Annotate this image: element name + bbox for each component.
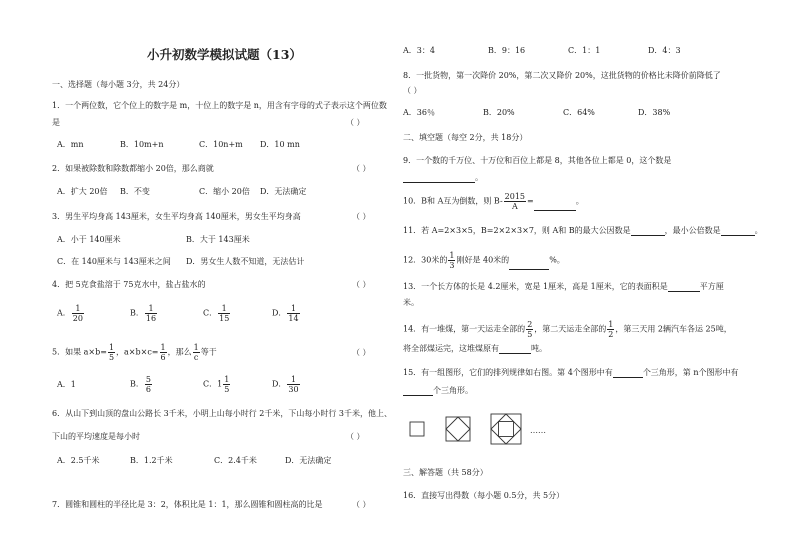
q5-fraction-1 — [108, 343, 115, 362]
q5-option-b[interactable] — [130, 375, 153, 394]
q12-text — [403, 251, 565, 270]
q9-text: 9．一个数的千万位、十万位和百位上都是 8，其他各位上都是 0，这个数是 — [403, 156, 672, 165]
fraction-numerator: 1 — [72, 304, 84, 314]
q7-option-d[interactable]: D．4：3 — [648, 46, 681, 55]
q8-text: 8．一批货物，第一次降价 20%，第二次又降价 20%，这批货物的价格比未降价前降低了 — [403, 71, 721, 80]
fraction-denominator: 20 — [72, 314, 83, 323]
q15-blank-1[interactable] — [613, 368, 643, 378]
q3-option-d[interactable]: D．男女生人数不知道，无法估计 — [186, 257, 305, 266]
q11-gcd-blank[interactable] — [631, 226, 665, 236]
q14-text-2 — [403, 344, 547, 354]
fraction-numerator: 5 — [145, 375, 151, 384]
q3-option-a[interactable]: A．小于 140厘米 — [57, 235, 121, 244]
q15-text-end: 个三角形。 — [433, 386, 473, 395]
q5-text-part-1: 5．如果 a×b= — [52, 347, 107, 357]
q1-option-c[interactable]: C．10n+m — [199, 140, 243, 149]
q10-text-part-2: = — [527, 196, 534, 206]
q12-answer-blank[interactable] — [509, 260, 549, 270]
figure-1-square — [410, 422, 424, 436]
q4-option-c-fraction — [218, 304, 230, 323]
q13-text-2: 米。 — [403, 298, 419, 307]
q15-text — [403, 368, 739, 378]
q13-answer-blank[interactable] — [668, 282, 700, 292]
q9-answer-blank[interactable] — [403, 173, 475, 183]
fraction-numerator: 1 — [193, 343, 199, 352]
fraction-denominator: A — [511, 202, 518, 211]
fraction-denominator: 5 — [108, 353, 115, 362]
q14-answer-blank[interactable] — [499, 344, 531, 354]
q6-option-d[interactable]: D．无法确定 — [285, 456, 332, 465]
q2-option-a[interactable]: A．扩大 20倍 — [57, 187, 108, 196]
fraction-numerator: 2 — [527, 320, 533, 329]
q5-option-c-label: C．1 — [203, 379, 223, 389]
q4-text: 4．把 5克食盐溶于 75克水中，盐占盐水的 — [52, 280, 206, 289]
page-title: 小升初数学模拟试题（13） — [147, 47, 302, 62]
fraction-numerator: 1 — [449, 251, 455, 260]
q4-option-a-fraction — [72, 304, 84, 323]
q4-option-b[interactable] — [130, 304, 158, 323]
q8-option-c[interactable]: C．64% — [563, 108, 595, 117]
q10-fraction — [504, 192, 526, 211]
q13-text-end: 平方厘 — [699, 282, 724, 291]
q7-text: 7．圆锥和圆柱的半径比是 3：2，体积比是 1：1，那么圆锥和圆柱高的比是 — [52, 500, 323, 509]
fraction-numerator: 2015 — [504, 192, 526, 201]
q2-option-b[interactable]: B．不变 — [120, 187, 150, 196]
q4-option-c[interactable] — [203, 304, 231, 323]
q11-text-part-2: ，最小公倍数是 — [664, 226, 721, 235]
fraction-numerator: 1 — [160, 343, 166, 352]
q14-text-part-1: 14．有一堆煤，第一天运走全部的 — [403, 324, 526, 334]
q5-option-d-label: D． — [272, 379, 287, 389]
fraction-denominator: 15 — [219, 314, 230, 323]
section-2-heading: 二、填空题（每空 2分，共 18分） — [403, 133, 528, 142]
q6-option-b[interactable]: B．1.2千米 — [130, 456, 173, 465]
q11-lcm-blank[interactable] — [721, 226, 755, 236]
q10-answer-blank[interactable] — [534, 201, 576, 211]
fraction-numerator: 1 — [145, 304, 157, 314]
fraction-numerator: 1 — [287, 375, 299, 385]
q10-text — [403, 192, 584, 211]
q5-text-part-4: 等于 — [200, 347, 217, 357]
q5-option-b-fraction — [145, 375, 152, 394]
q14-text-end: 吨。 — [531, 344, 547, 353]
fraction-numerator: 1 — [224, 375, 230, 384]
fraction-denominator: 14 — [288, 314, 299, 323]
q11-text-part-1: 11．若 A=2×3×5，B=2×2×3×7，则 A和 B的最大公因数是 — [403, 226, 631, 235]
fraction-denominator: c — [193, 353, 199, 362]
q4-answer-paren[interactable]: （ ） — [352, 280, 371, 289]
q8-option-b[interactable]: B．20% — [483, 108, 515, 117]
fraction-denominator: 16 — [145, 314, 157, 323]
q8-option-d[interactable]: D．38% — [638, 108, 671, 117]
q15-text-part-2: 个三角形，第 n个图形中有 — [642, 368, 739, 377]
q15-pattern-figure — [406, 412, 556, 448]
q13-text-part-1: 13．一个长方体的长是 4.2厘米，宽是 1厘米，高是 1厘米，它的表面积是 — [403, 282, 668, 291]
q12-text-part-1: 12．30米的 — [403, 255, 448, 265]
q15-text-2 — [403, 386, 473, 396]
q12-text-part-2: 刚好是 40米的 — [456, 255, 510, 265]
q2-option-c[interactable]: C．缩小 20倍 — [199, 187, 250, 196]
fraction-numerator: 1 — [218, 304, 230, 314]
fraction-numerator: 1 — [608, 320, 614, 329]
q6-text: 6．从山下到山顶的盘山公路长 3千米，小明上山每小时行 2千米，下山每小时行 3千米，他上、 — [52, 409, 392, 418]
q14-text — [403, 320, 732, 339]
q4-option-d[interactable] — [272, 304, 301, 323]
q13-text — [403, 282, 724, 292]
section-3-heading: 三、解答题（共 58分） — [403, 468, 488, 477]
q1-option-b[interactable]: B．10m+n — [120, 140, 164, 149]
q15-blank-2[interactable] — [403, 386, 433, 396]
q5-option-c-fraction — [223, 375, 230, 394]
q14-text-part-4: 将全部煤运完，这堆煤原有 — [403, 344, 499, 353]
q4-option-b-label: B． — [130, 308, 144, 318]
q7-option-c[interactable]: C．1：1 — [568, 46, 601, 55]
q5-option-c[interactable] — [203, 375, 231, 394]
q6-option-a[interactable]: A．2.5千米 — [57, 456, 100, 465]
q5-text-part-2: ，a×b×c= — [116, 347, 159, 357]
q9-text-2 — [403, 173, 483, 183]
q14-text-part-2: ，第二天运走全部的 — [534, 324, 607, 334]
q5-text-part-3: ，那么 — [167, 347, 192, 357]
q2-option-d[interactable]: D．无法确定 — [260, 187, 307, 196]
q5-fraction-2 — [160, 343, 167, 362]
q4-option-a-label: A． — [57, 308, 71, 318]
fraction-denominator: 6 — [145, 385, 151, 394]
q7-option-a[interactable]: A．3：4 — [403, 46, 435, 55]
q11-text-end: 。 — [754, 226, 763, 235]
q6-answer-paren[interactable]: （ ） — [346, 432, 365, 441]
q9-text-end: 。 — [475, 173, 483, 182]
fraction-numerator: 1 — [108, 343, 115, 352]
q14-fraction-2 — [607, 320, 614, 339]
q3-option-c[interactable]: C．在 140厘米与 143厘米之间 — [57, 257, 171, 266]
q1-option-d[interactable]: D．10 mn — [260, 140, 300, 149]
q4-option-b-fraction — [145, 304, 157, 323]
q12-fraction — [448, 251, 455, 270]
q5-option-d-fraction — [287, 375, 299, 394]
fraction-denominator: 5 — [527, 330, 533, 339]
q4-option-c-label: C． — [203, 308, 218, 318]
q14-text-part-3: ，第三天用 2辆汽车各运 25吨， — [615, 324, 732, 334]
q15-text-part-1: 15．有一组图形，它们的排列规律如右图。第 4个图形中有 — [403, 368, 613, 377]
fraction-denominator: 6 — [160, 353, 166, 362]
fraction-denominator: 3 — [449, 261, 455, 270]
q6-option-c[interactable]: C．2.4千米 — [214, 456, 257, 465]
q8-answer-paren[interactable]: （ ） — [403, 86, 422, 95]
q7-answer-paren[interactable]: （ ） — [352, 500, 371, 509]
q5-fraction-3 — [193, 343, 200, 362]
q2-text: 2．如果被除数和除数都缩小 20倍，那么商就 — [52, 164, 214, 173]
q4-option-a[interactable] — [57, 304, 85, 323]
q1-text-2: 是 — [52, 118, 60, 127]
q3-answer-paren[interactable]: （ ） — [352, 212, 371, 221]
q6-text-2: 下山的平均速度是每小时 — [52, 432, 140, 441]
q3-text: 3．男生平均身高 143厘米，女生平均身高 140厘米，男女生平均身高 — [52, 212, 301, 221]
q2-answer-paren[interactable]: （ ） — [352, 164, 371, 173]
q1-answer-paren[interactable]: （ ） — [346, 118, 365, 127]
q10-text-end: 。 — [575, 196, 584, 206]
fraction-denominator: 2 — [608, 330, 614, 339]
q15-ellipsis: …… — [530, 426, 546, 435]
q8-option-a[interactable]: A．36％ — [403, 108, 435, 117]
section-1-heading: 一、选择题（每小题 3分，共 24分） — [52, 80, 185, 89]
q12-text-end: %。 — [549, 255, 565, 265]
q5-option-d[interactable] — [272, 375, 301, 394]
q10-text-part-1: 10．B和 A互为倒数，则 B- — [403, 196, 503, 206]
fraction-numerator: 1 — [287, 304, 299, 314]
q1-text: 1．一个两位数，它个位上的数字是 m，十位上的数字是 n，用含有字母的式子表示这个两位数 — [52, 101, 387, 110]
q1-option-a[interactable]: A．mn — [57, 140, 84, 149]
figure-2-square-diamond — [446, 417, 470, 441]
q4-option-d-fraction — [287, 304, 299, 323]
q16-text: 16．直接写出得数（每小题 0.5分，共 5分） — [403, 491, 565, 500]
q11-text — [403, 226, 763, 236]
q7-option-b[interactable]: B．9：16 — [488, 46, 526, 55]
q5-text — [52, 343, 217, 362]
fraction-denominator: 30 — [288, 385, 299, 394]
q14-fraction-1 — [526, 320, 533, 339]
figure-3-nested-squares — [491, 414, 521, 444]
q3-option-b[interactable]: B．大于 143厘米 — [186, 235, 250, 244]
q4-option-d-label: D． — [272, 308, 287, 318]
q5-option-b-label: B． — [130, 379, 144, 389]
q5-answer-paren[interactable]: （ ） — [352, 348, 371, 357]
q5-option-a[interactable]: A．1 — [57, 380, 76, 389]
fraction-denominator: 5 — [224, 385, 230, 394]
